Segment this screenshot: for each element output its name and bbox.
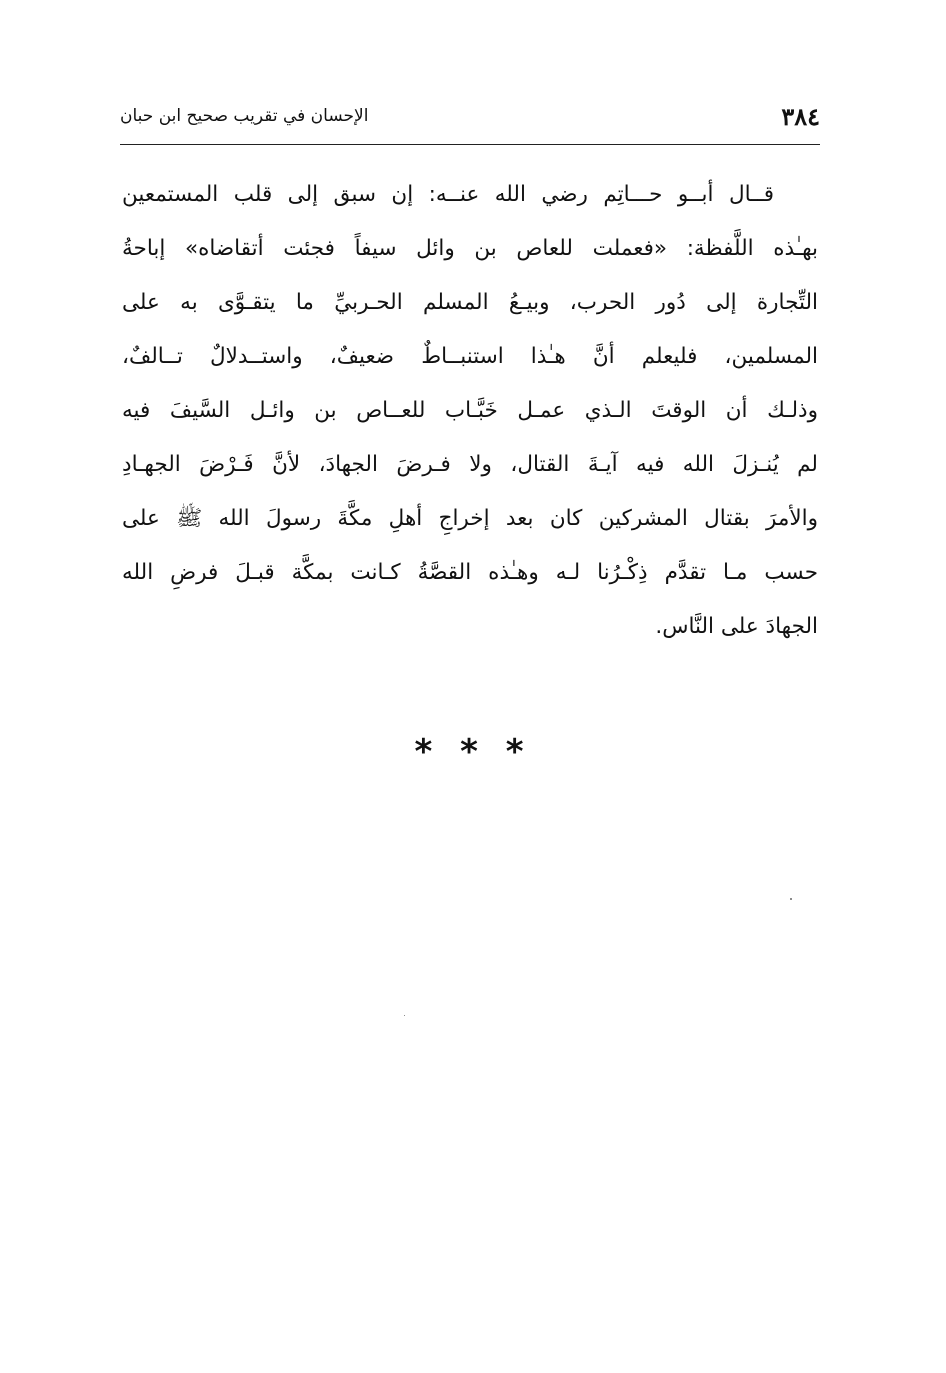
running-title: الإحسان في تقريب صحيح ابن حبان	[120, 106, 369, 126]
header-rule	[120, 144, 820, 145]
text-line: وذلـك أن الوقتَ الـذي عمـل خَبَّـاب للعــاص بن وائـل السَّيفَ فيه	[122, 398, 818, 423]
text-line: بهـٰذه اللَّفظة: «فعملت للعاص بن وائل سيفاً فجئت أتقاضاه» إباحةُ	[122, 236, 818, 261]
scan-speck	[404, 1015, 405, 1016]
text-line: التِّجارة إلى دُور الحرب، وبيـعُ المسلم الحـربيِّ ما يتقـوَّى به على	[122, 290, 818, 315]
page-header	[120, 100, 820, 132]
text-line: الجهادَ على النَّاس.	[655, 614, 818, 639]
text-line: المسلمين، فليعلم أنَّ هـٰذا استنبــاطٌ ضعيفٌ، واستــدلالٌ تــالفٌ،	[122, 344, 818, 369]
text-line: والأمرَ بقتال المشركين كان بعد إخراجِ أهلِ مكَّةَ رسولَ الله ﷺ على	[122, 506, 818, 531]
section-divider: * * *	[414, 732, 532, 772]
text-line: لم يُنـزلَ الله فيه آيـةَ القتال، ولا فـرضَ الجهادَ، لأنَّ فَـرْضَ الجهـادِ	[122, 452, 818, 477]
text-line: قــال أبــو حـــاتِم رضي الله عنــه: إن سبق إلى قلب المستمعين	[122, 182, 774, 207]
scan-speck	[790, 898, 792, 900]
text-line: حسب مـا تقدَّم ذِكْـرُنا لـه وهـٰذه القصَّةُ كـانت بمكَّة قبـلَ فرضِ الله	[122, 560, 818, 585]
body-paragraph	[122, 168, 818, 654]
page-number: ٣٨٤	[781, 101, 820, 131]
